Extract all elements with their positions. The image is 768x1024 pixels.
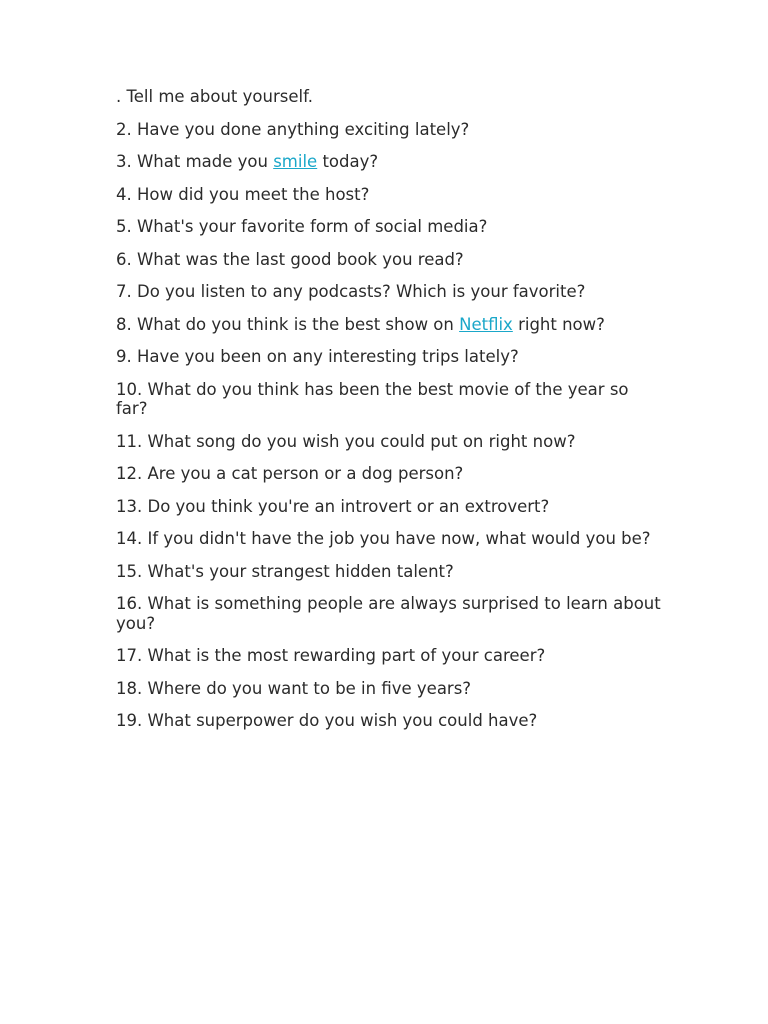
question-text: 4. How did you meet the host? [116, 184, 370, 204]
question-text: 9. Have you been on any interesting trips lately? [116, 347, 519, 366]
question-item [116, 315, 661, 335]
question-item [116, 250, 661, 270]
question-item [116, 152, 661, 172]
question-item [116, 594, 661, 633]
question-text: 15. What's your strangest hidden talent? [116, 561, 454, 581]
question-text: 11. What song do you wish you could put on right now? [116, 431, 576, 451]
smile-link[interactable]: smile [273, 152, 318, 171]
question-item [116, 120, 661, 140]
question-text: 19. What superpower do you wish you could have? [116, 711, 538, 730]
question-text: 14. If you didn't have the job you have now, what would you be? [116, 529, 651, 548]
question-item [116, 432, 661, 452]
netflix-link[interactable]: Netflix [459, 314, 513, 334]
question-item [116, 464, 661, 484]
question-text: 6. What was the last good book you read? [116, 249, 464, 269]
question-item [116, 185, 661, 205]
question-text: today? [317, 152, 379, 171]
question-text: 2. Have you done anything exciting lately? [116, 119, 470, 139]
question-text: 10. What do you think has been the best movie of the year so far? [116, 379, 629, 418]
question-text: 17. What is the most rewarding part of your career? [116, 646, 546, 665]
question-text: 13. Do you think you're an introvert or an extrovert? [116, 496, 550, 516]
question-item [116, 562, 661, 582]
question-text: . Tell me about yourself. [116, 87, 313, 106]
question-item [116, 217, 661, 237]
question-item [116, 497, 661, 517]
question-text: 5. What's your favorite form of social media? [116, 217, 488, 236]
question-text: 12. Are you a cat person or a dog person? [116, 464, 464, 483]
question-item [116, 282, 661, 302]
question-item [116, 529, 661, 549]
question-text: 7. Do you listen to any podcasts? Which is your favorite? [116, 282, 586, 301]
question-item [116, 711, 661, 731]
question-text: 3. What made you [116, 152, 274, 171]
question-item [116, 87, 661, 107]
question-item [116, 347, 661, 367]
question-item [116, 380, 661, 419]
question-text: 8. What do you think is the best show on [116, 314, 460, 334]
question-text: right now? [512, 314, 605, 334]
question-text: 16. What is something people are always surprised to learn about you? [116, 594, 661, 633]
question-item [116, 679, 661, 699]
question-item [116, 646, 661, 666]
question-list [116, 87, 661, 744]
question-text: 18. Where do you want to be in five years? [116, 678, 472, 698]
